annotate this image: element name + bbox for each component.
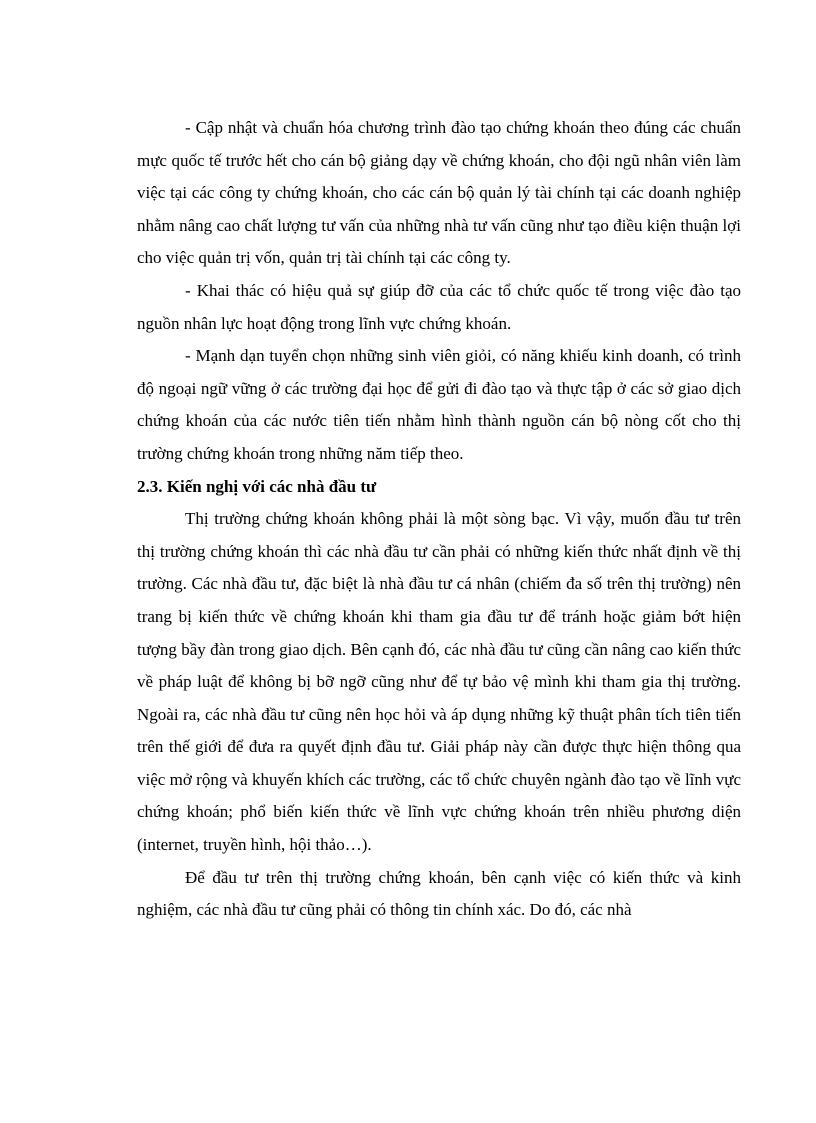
section-heading: 2.3. Kiến nghị với các nhà đầu tư [137,476,377,496]
paragraph-investor-knowledge: Thị trường chứng khoán không phải là một sòng bạc. Vì vậy, muốn đầu tư trên thị trường chứng khoán thì các nhà đầu tư cần phải có những kiến thức nhất định về thị trường. Các nhà đầu tư, đặc biệt là nhà đầu tư cá nhân (chiếm đa số trên thị trường) nên trang bị kiến thức về chứng khoán khi tham gia đầu tư để tránh hoặc giảm bớt hiện tượng bầy đàn trong giao dịch. Bên cạnh đó, các nhà đầu tư cũng cần nâng cao kiến thức về pháp luật để không bị bỡ ngỡ cũng như để tự bảo vệ mình khi tham gia thị trường. Ngoài ra, các nhà đầu tư cũng nên học hỏi và áp dụng những kỹ thuật phân tích tiên tiến trên thế giới để đưa ra quyết định đầu tư. Giải pháp này cần được thực hiện thông qua việc mở rộng và khuyến khích các trường, các tổ chức chuyên ngành đào tạo về lĩnh vực chứng khoán; phổ biến kiến thức về lĩnh vực chứng khoán trên nhiều phương diện (internet, truyền hình, hội thảo…). [137,509,741,855]
document-body [137,112,741,927]
paragraph-international-support: - Khai thác có hiệu quả sự giúp đỡ của các tổ chức quốc tế trong việc đào tạo nguồn nhân lực hoạt động trong lĩnh vực chứng khoán. [137,280,741,333]
paragraph-investor-information: Để đầu tư trên thị trường chứng khoán, bên cạnh việc có kiến thức và kinh nghiệm, các nhà đầu tư cũng phải có thông tin chính xác. Do đó, các nhà [137,867,741,920]
paragraph-training-standardization: - Cập nhật và chuẩn hóa chương trình đào tạo chứng khoán theo đúng các chuẩn mực quốc tế trước hết cho cán bộ giảng dạy về chứng khoán, cho đội ngũ nhân viên làm việc tại các công ty chứng khoán, cho các cán bộ quản lý tài chính tại các doanh nghiệp nhằm nâng cao chất lượng tư vấn của những nhà tư vấn cũng như tạo điều kiện thuận lợi cho việc quản trị vốn, quản trị tài chính tại các công ty. [137,118,741,268]
paragraph-student-selection: - Mạnh dạn tuyển chọn những sinh viên giỏi, có năng khiếu kinh doanh, có trình độ ngoại ngữ vững ở các trường đại học để gửi đi đào tạo và thực tập ở các sở giao dịch chứng khoán của các nước tiên tiến nhằm hình thành nguồn cán bộ nòng cốt cho thị trường chứng khoán trong những năm tiếp theo. [137,346,741,463]
